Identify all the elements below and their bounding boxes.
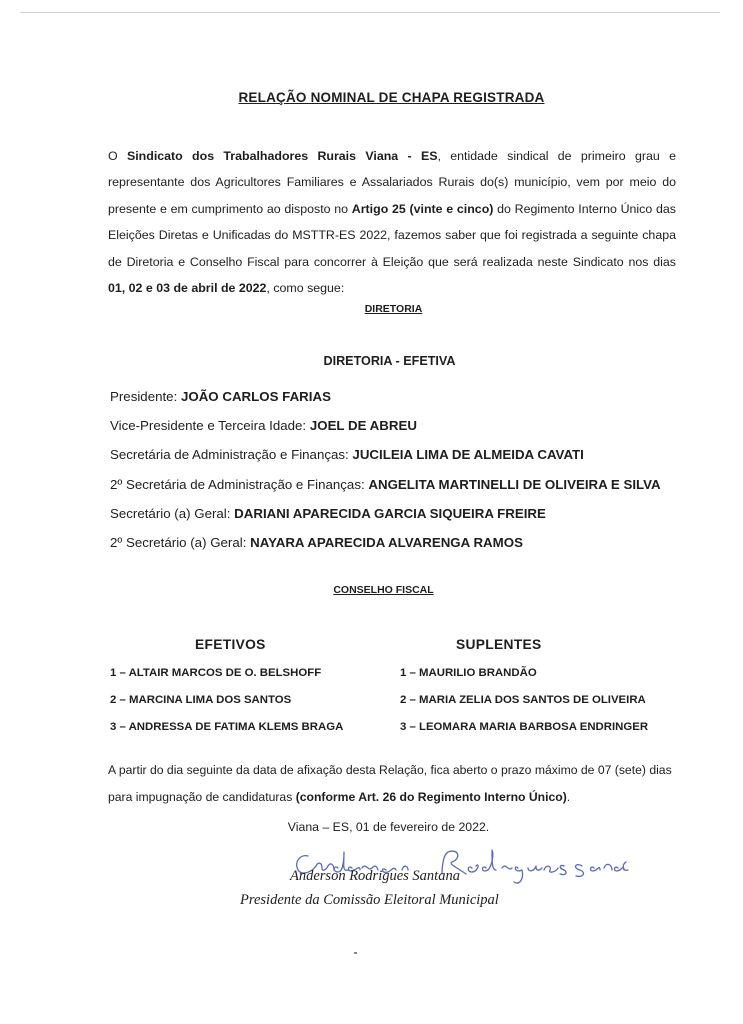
suplentes-heading: SUPLENTES bbox=[456, 637, 542, 652]
efetivo-item: 3 – ANDRESSA DE FATIMA KLEMS BRAGA bbox=[110, 720, 344, 733]
suplente-item: 3 – LEOMARA MARIA BARBOSA ENDRINGER bbox=[400, 720, 649, 733]
efetivo-item: 1 – ALTAIR MARCOS DE O. BELSHOFF bbox=[110, 667, 322, 679]
intro-article: Artigo 25 (vinte e cinco) bbox=[351, 201, 494, 216]
officer-row bbox=[110, 535, 710, 564]
intro-text-2: , entidade sindical de primeiro grau e representante dos Agricultores Familiares e Assalariados Rurais do(s) município, vem por meio do presente e em cumprimento ao disposto no bbox=[108, 149, 677, 216]
officer-name: ANGELITA MARTINELLI DE OLIVEIRA E SILVA bbox=[368, 476, 661, 492]
officer-role: Vice-Presidente e Terceira Idade: bbox=[110, 418, 310, 434]
officer-role: Presidente: bbox=[110, 389, 181, 404]
officer-role: Secretária de Administração e Finanças: bbox=[110, 447, 353, 463]
suplente-item: 1 – MAURILIO BRANDÃO bbox=[400, 667, 537, 679]
efetivo-item: 2 – MARCINA LIMA DOS SANTOS bbox=[110, 693, 292, 706]
section-conselho-fiscal-heading: CONSELHO FISCAL bbox=[333, 584, 434, 596]
officer-row bbox=[110, 389, 710, 418]
efetivos-heading: EFETIVOS bbox=[195, 637, 266, 652]
signer-name: Anderson Rodrigues Santana bbox=[290, 868, 460, 884]
scan-speck bbox=[354, 952, 357, 954]
intro-text-1: O bbox=[108, 149, 127, 163]
suplente-item: 2 – MARIA ZELIA DOS SANTOS DE OLIVEIRA bbox=[400, 693, 646, 706]
officer-row bbox=[110, 418, 710, 447]
section-diretoria-efetiva-heading: DIRETORIA - EFETIVA bbox=[323, 354, 456, 368]
officer-role: 2º Secretário (a) Geral: bbox=[110, 534, 251, 550]
officer-name: NAYARA APARECIDA ALVARENGA RAMOS bbox=[250, 534, 523, 550]
officer-row bbox=[110, 506, 710, 535]
officer-role: Secretário (a) Geral: bbox=[110, 505, 235, 521]
officer-name: JOÃO CARLOS FARIAS bbox=[180, 389, 331, 404]
officer-name: JUCILEIA LIMA DE ALMEIDA CAVATI bbox=[352, 447, 584, 463]
signer-title: Presidente da Comissão Eleitoral Municipal bbox=[240, 892, 499, 908]
document-title: RELAÇÃO NOMINAL DE CHAPA REGISTRADA bbox=[238, 90, 545, 105]
intro-election-dates: 01, 02 e 03 de abril de 2022 bbox=[108, 281, 267, 296]
closing-paragraph bbox=[108, 757, 676, 811]
intro-paragraph bbox=[108, 143, 676, 301]
closing-reference: (conforme Art. 26 do Regimento Interno Único) bbox=[295, 790, 567, 804]
efetivos-list bbox=[110, 667, 343, 747]
intro-text-4: , como segue: bbox=[266, 281, 345, 296]
officer-role: 2º Secretária de Administração e Finanças: bbox=[110, 476, 369, 492]
suplentes-list bbox=[400, 667, 648, 747]
scan-edge-line bbox=[20, 12, 720, 13]
intro-text-3: do Regimento Interno Único das Eleições Diretas e Unificadas do MSTTR-ES 2022, fazemos saber que foi registrada a seguinte chapa de Diretoria e Conselho Fiscal para concorrer à Eleição que será realizada neste Sindicato nos dias bbox=[108, 201, 676, 269]
closing-text-2: . bbox=[566, 790, 571, 804]
officer-name: JOEL DE ABREU bbox=[309, 418, 417, 434]
officers-list bbox=[110, 389, 710, 564]
date-line: Viana – ES, 01 de fevereiro de 2022. bbox=[287, 820, 490, 834]
officer-row bbox=[110, 447, 710, 476]
officer-row bbox=[110, 477, 710, 506]
intro-union-name: Sindicato dos Trabalhadores Rurais Viana - ES bbox=[126, 149, 438, 163]
closing-text-1: A partir do dia seguinte da data de afixação desta Relação, fica aberto o prazo máximo de 07 (sete) dias para impugnação de candidaturas bbox=[108, 763, 672, 804]
officer-name: DARIANI APARECIDA GARCIA SIQUEIRA FREIRE bbox=[234, 505, 546, 521]
section-diretoria-heading: DIRETORIA bbox=[364, 303, 423, 315]
